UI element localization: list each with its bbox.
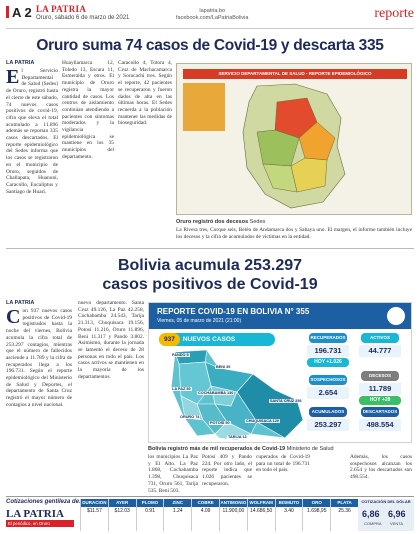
article2-dropcap: C <box>6 308 21 328</box>
quote-cell <box>80 499 108 531</box>
article1-col2: Huayllamarca 12, Toledo 13, Escara 11, Esmeralda y otros. El municipio de Oruro registra la mayor cantidad de casos. Los centros de aislamiento continúan atendiendo a pacientes con síntomas moderados y la vigilancia epidemiológica se mantiene en los 35 municipios del departamento. <box>62 60 114 160</box>
deaths-today: HOY +28 <box>359 396 401 405</box>
quote-head: ORO <box>303 499 330 507</box>
dollar-sell-value: 6,96 <box>388 509 406 519</box>
quote-cell <box>108 499 136 531</box>
article1-col1: El Servicio Departamental de Salud (Sedes) de Oruro, registró hasta el cierre de este sábado, 74 nuevos casos positivos de covid-19, cifra que eleva el total acumulado a 11.896 además se reportan 335 casos descartados. El reporte epidemiológico del Sedes informa que los casos se registraron en el municipio de Oruro, seguidos de Challapata, Huanuni, Caracollo, Eucaliptus y Santiago de Huari. <box>6 68 58 195</box>
quote-value: 14.686,50 <box>250 508 273 514</box>
article2-col2: nuevo departamento. Santa Cruz 49.126, La Paz 42.258, Cochabamba 24.543, Tarija 21.313, Chuquisaca 19.156, Potosí 11.216, Oruro 11.896, Beni 11.317 y Pando 3.802. Asimismo, durante la jornada se lamentó el deceso de 28 personas en todo el país. Los casos activos se mantienen en la mayoría de los departamentos. <box>78 300 144 380</box>
covid-infographic <box>148 302 412 443</box>
quote-head: PLOMO <box>137 499 164 507</box>
infographic-caption: Bolivia registró más de mil recuperados de Covid-19 Ministerio de Salud <box>148 446 334 452</box>
article1-headline: Oruro suma 74 casos de Covid-19 y descarta 335 <box>36 37 384 54</box>
quote-value: 25.36 <box>338 508 351 514</box>
oruro-map-title: SERVICIO DEPARTAMENTAL DE SALUD - REPORTE EPIDEMIOLÓGICO <box>183 69 407 79</box>
page-header <box>6 3 414 29</box>
quotes-label: Cotizaciones gentileza de: <box>6 499 82 505</box>
dept-label: SANTA CRUZ 256 <box>270 399 302 403</box>
dept-label: LA PAZ 50 <box>172 387 191 391</box>
dollar-quote-box <box>358 499 414 531</box>
article1-bottom-text: La Rivera tres, Corque seis, Belén de Andamarca dos y Sabaya uno. El margen, el informe también incluye los decesos y la cifra de acumulados de víctimas en la entidad. <box>176 227 412 240</box>
dollar-buy-label: COMPRA <box>364 521 382 526</box>
new-cases-badge <box>159 333 275 346</box>
new-cases-label: NUEVOS CASOS <box>182 336 236 343</box>
suspected-label: SOSPECHOSOS <box>309 375 347 385</box>
dept-label: POTOSÍ 50 <box>210 421 230 425</box>
dept-label: TARIJA 13 <box>228 435 247 439</box>
quote-cell <box>163 499 191 531</box>
quote-cell <box>330 499 358 531</box>
infographic-title: REPORTE COVID-19 EN BOLIVIA N° 355 <box>157 307 310 316</box>
quote-cell <box>191 499 219 531</box>
quote-cell <box>136 499 164 531</box>
oruro-map-graphic <box>237 82 349 210</box>
article2-col1: Con 937 nuevos casos positivos de Covid-19 registrados hasta la noche del viernes, Bolivia acumula la cifra total de 253.297 contagios, mientras que el número de fallecidos asciende a 11.789 y la cifra de recuperados llega a los 196.731. Según el reporte epidemiológico del Ministerio de Salud y Deportes, el departamento de Santa Cruz registró el mayor número de contagios a nivel nacional. <box>6 308 72 408</box>
oruro-stats-box <box>183 83 225 131</box>
infographic-header <box>149 303 411 329</box>
suspected-value: 2.654 <box>307 387 349 399</box>
article2-byline: LA PATRIA <box>6 300 35 306</box>
dept-label: ORURO 74 <box>180 415 200 419</box>
quote-head: BISMUTO <box>276 499 303 507</box>
quote-cell <box>275 499 303 531</box>
recovered-today: HOY +1.026 <box>307 358 349 367</box>
deaths-value: 11.789 <box>359 383 401 395</box>
dollar-quote-title: COTIZACIÓN DEL DÓLAR <box>361 499 411 504</box>
discarded-value: 498.554 <box>359 419 401 431</box>
quote-head: AYER <box>109 499 136 507</box>
dept-label: COCHABAMBA 130 <box>198 391 234 395</box>
quote-value: 11.900,00 <box>222 508 245 514</box>
quote-value: 1.698,95 <box>307 508 327 514</box>
quote-head: PLATA <box>331 499 358 507</box>
issue-date: Oruro, sábado 6 de marzo de 2021 <box>36 15 130 21</box>
oruro-map-caption: Oruro registró dos decesos Sedes <box>176 219 266 225</box>
recovered-value: 196.731 <box>307 345 349 357</box>
section-name: reporte <box>374 6 414 21</box>
article1-col3: Caracollo 4, Totora 4, Cruz de Machacamarca y Soracachi tres. Según el reporte, 42 pacientes se recuperaron y fueron dados de alta en las últimas horas. El Sedes recuerda a la población mantener las medidas de bioseguridad. <box>118 60 172 127</box>
article2-col3: los municipios La Paz y El Alto. La Paz 1.868, Cochabamba 1.398, Chuquisaca 731, Oruro 561, Tarija 535, Beni 503. <box>148 454 198 492</box>
dollar-buy-value: 6,86 <box>362 509 380 519</box>
article1-byline: LA PATRIA <box>6 60 35 66</box>
active-value: 44.777 <box>359 345 401 357</box>
quote-cell <box>302 499 330 531</box>
quote-value: $12.03 <box>114 508 130 514</box>
dept-label: PANDO 5 <box>172 353 189 357</box>
article2-col4: Potosí 409 y Pando 224. Por otro lado, el reporte indica que 1.026 pacientes se recuperaron. <box>202 454 252 487</box>
header-links <box>176 8 248 22</box>
quote-value: $11.57 <box>86 508 102 514</box>
article2-col5: cuperados de Covid-19 para un total de 196.731 en todo el país. <box>256 454 310 474</box>
quote-head: DURACION <box>82 500 107 505</box>
quote-value: 1.24 <box>172 508 183 514</box>
deaths-label: DECESOS <box>361 371 399 381</box>
quotes-footer <box>6 496 414 532</box>
quote-head: COBRE <box>192 499 219 507</box>
social-link[interactable]: facebook.com/LaPatriaBolivia <box>176 15 249 21</box>
quote-value: 4.09 <box>200 508 211 514</box>
quote-cell <box>247 499 275 531</box>
quote-cell <box>219 499 247 531</box>
quote-head: ZINC <box>164 499 191 507</box>
dept-label: BENI 39 <box>216 365 231 369</box>
article2-col6: Además, los casos sospechosos alcanzan los 2.654 y los descartados son 498.554. <box>350 454 412 481</box>
section-divider <box>6 248 414 249</box>
quote-head: ANTIMONIO <box>220 500 247 505</box>
oruro-map-figure <box>176 63 412 215</box>
discarded-label: DESCARTADOS <box>361 407 399 417</box>
accumulated-value: 253.297 <box>307 419 349 431</box>
quote-head: WOLFRAM <box>249 500 273 505</box>
infographic-date: Viernes, 05 de marzo de 2021 (21:00) <box>157 318 242 324</box>
quote-value: 0.91 <box>145 508 155 514</box>
active-label: ACTIVOS <box>361 333 399 343</box>
footer-logo: LA PATRIA El periódico, en Oruro <box>6 508 74 528</box>
newspaper-name: LA PATRIA <box>36 4 87 14</box>
new-cases-count: 937 <box>159 333 180 346</box>
page-number: A 2 <box>6 5 32 20</box>
ministry-logo-icon <box>387 307 405 325</box>
dollar-sell-label: VENTA <box>390 521 404 526</box>
site-link[interactable]: lapatria.bo <box>199 8 226 14</box>
recovered-label: RECUPERADOS <box>309 333 347 343</box>
quote-value: 3.40 <box>284 508 294 514</box>
dept-label: CHUQUISACA 120 <box>246 419 279 423</box>
quotes-table <box>80 499 358 531</box>
article2-headline: Bolivia acumula 253.297 casos positivos de Covid-19 <box>102 257 318 293</box>
accumulated-label: ACUMULADOS <box>309 407 347 417</box>
article1-dropcap: E <box>6 68 20 88</box>
